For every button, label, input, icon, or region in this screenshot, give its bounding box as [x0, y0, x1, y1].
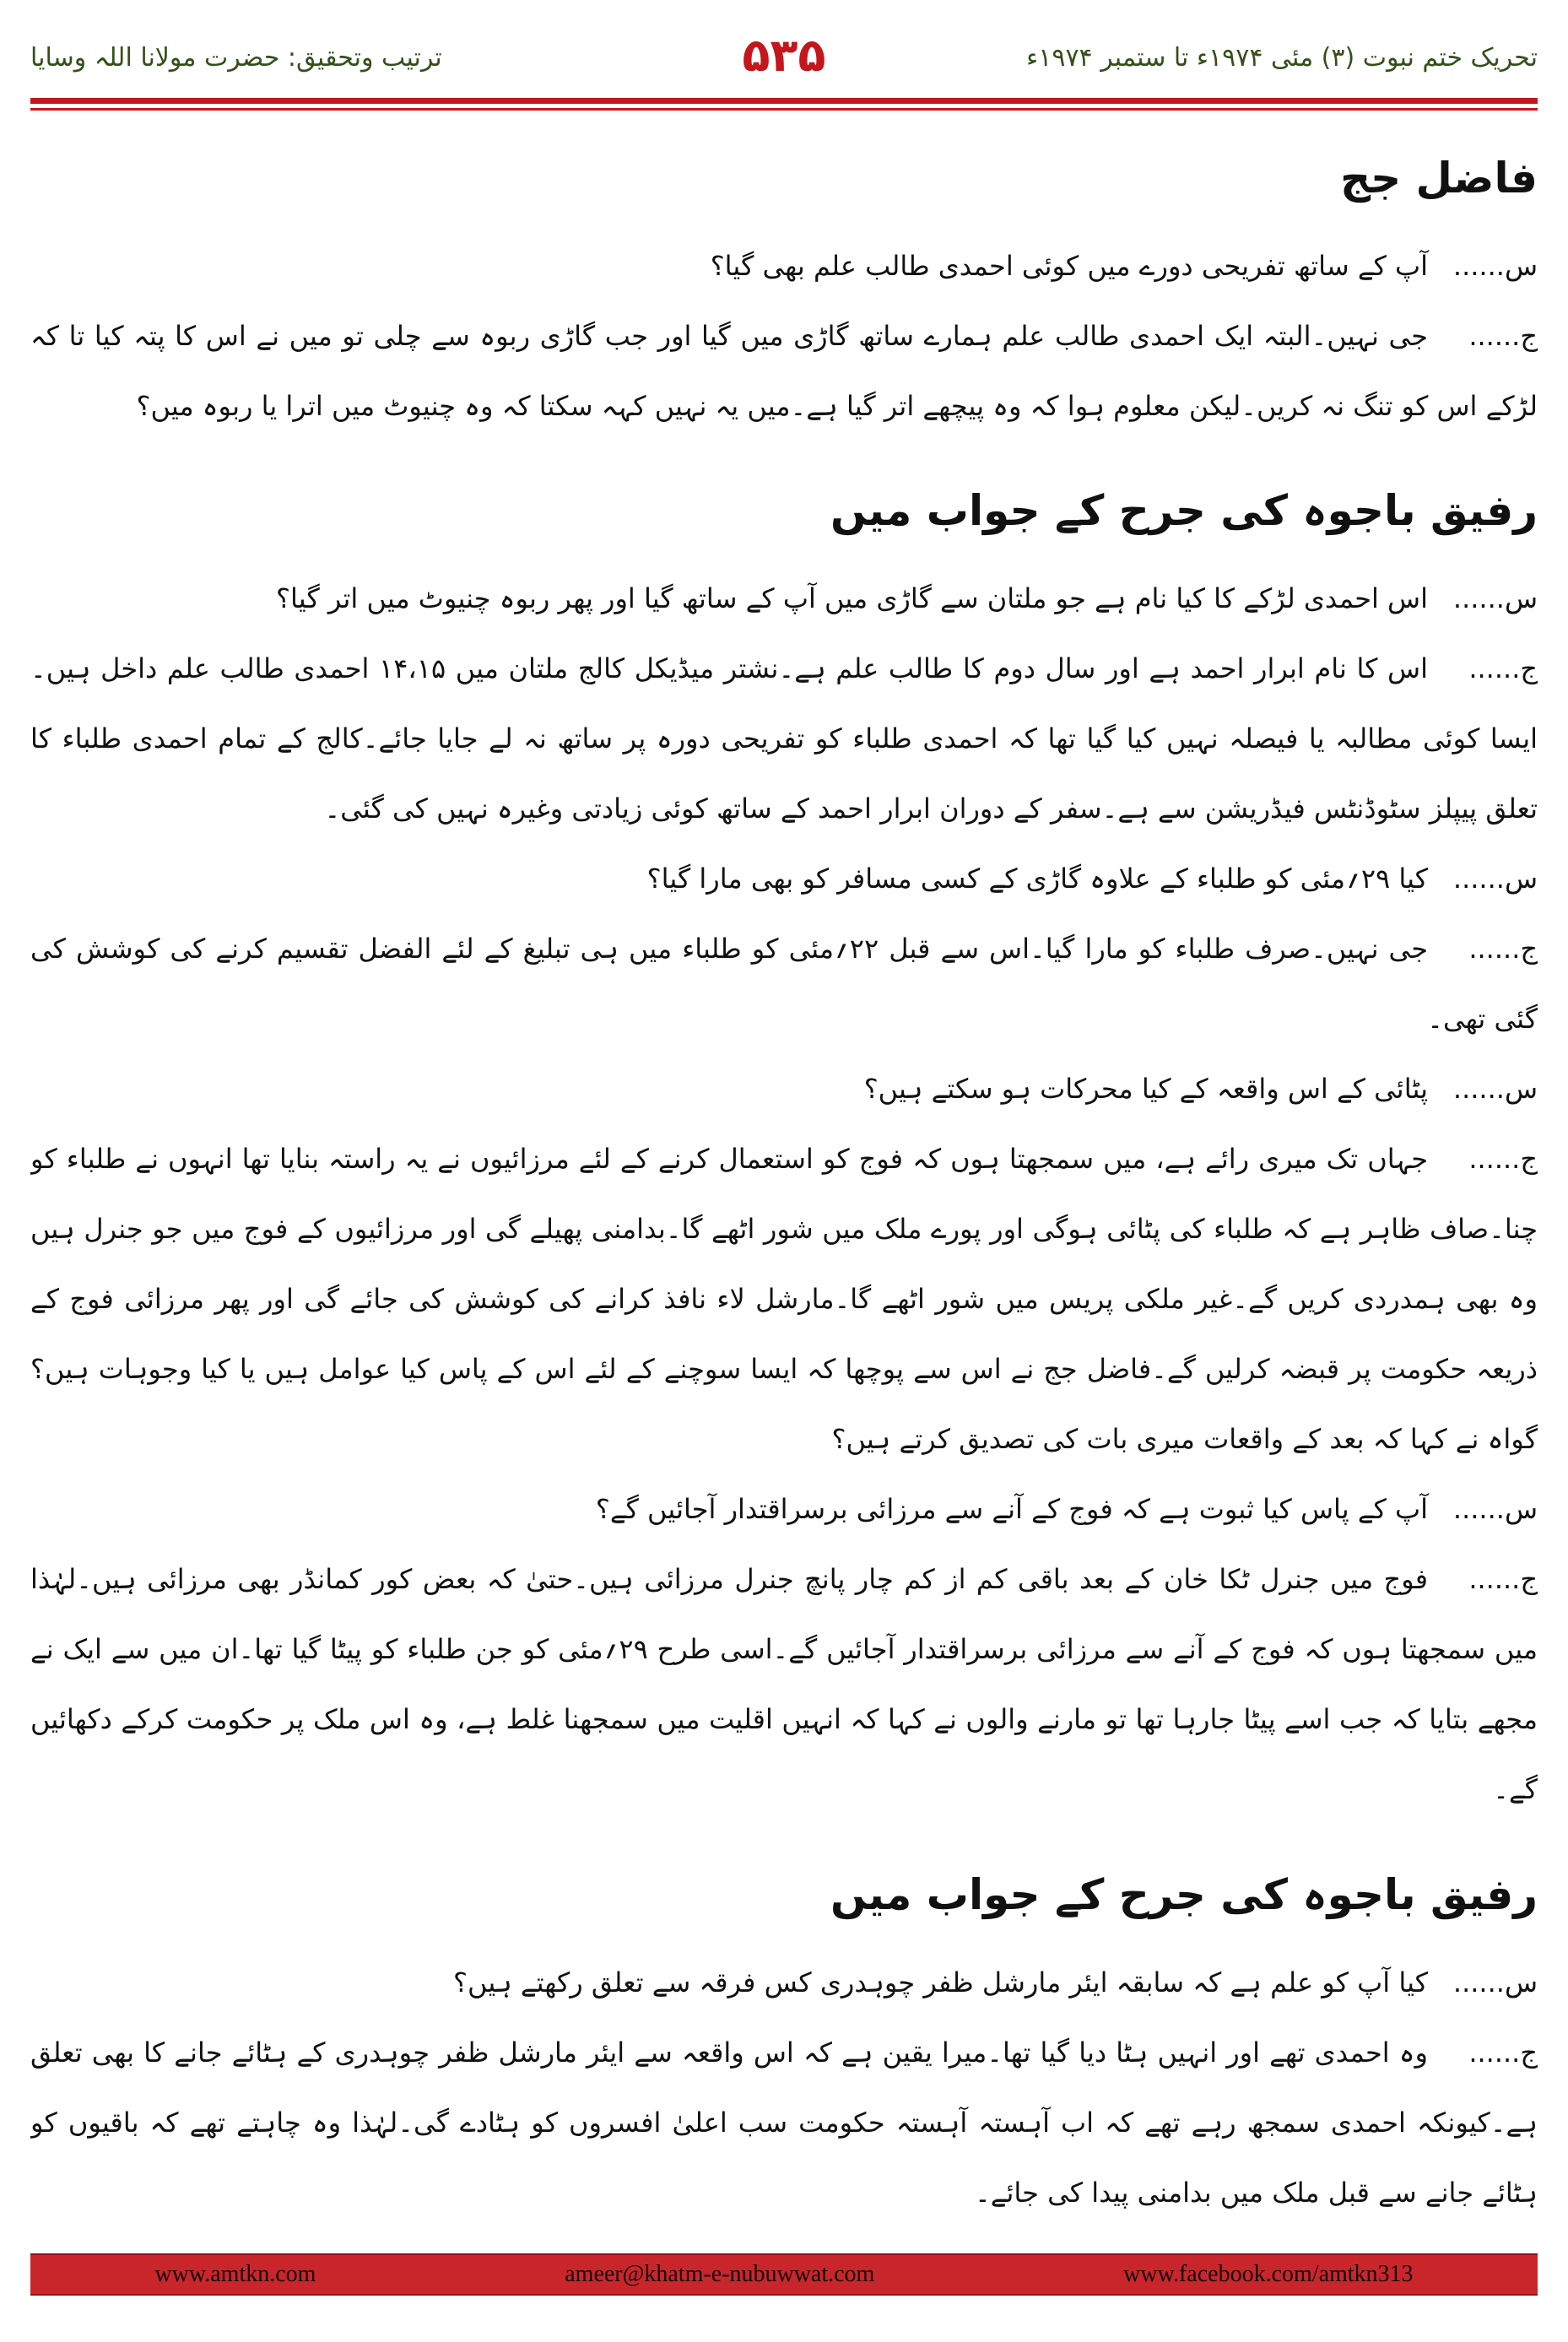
page-number: ۵۳۵: [742, 29, 826, 82]
section-heading: رفیق باجوہ کی جرح کے جواب میں: [830, 1869, 1538, 1919]
header-rule-thick: [30, 98, 1538, 104]
answer-label: ج......: [1468, 1143, 1538, 1176]
section-heading: رفیق باجوہ کی جرح کے جواب میں: [830, 486, 1538, 536]
answer: [30, 914, 1538, 1054]
running-title: تحریک ختم نبوت (۳) مئی ۱۹۷۴ء تا ستمبر ۱۹۷۴ء: [1026, 43, 1538, 73]
answer-label: ج......: [1468, 2036, 1538, 2069]
answer-text: جی نہیں۔البتہ ایک احمدی طالب علم ہمارے ساتھ گاڑی میں گیا اور جب گاڑی ربوہ سے چلی تو میں نے اس کا پتہ کیا تا کہ لڑکے اس کو تنگ نہ کریں۔لیکن معلوم ہوا کہ وہ پیچھے اتر گیا ہے۔میں یہ نہیں کہہ سکتا کہ وہ چنیوٹ میں اترا یا ربوہ میں؟: [30, 320, 1538, 423]
header-rule-thin: [30, 108, 1538, 111]
question: [30, 1054, 1538, 1124]
section-heading: فاضل جج: [1340, 154, 1538, 203]
question-label: س......: [1452, 1073, 1538, 1106]
footer-website-link[interactable]: www.amtkn.com: [154, 2261, 316, 2287]
answer-label: ج......: [1468, 933, 1538, 965]
page-header: [30, 22, 1538, 95]
answer-text: فوج میں جنرل ٹکا خان کے بعد باقی کم از کم چار پانچ جنرل مرزائی ہیں۔حتیٰ کہ بعض کور کمانڈر بھی مرزائی ہیں۔لہٰذا میں سمجھتا ہوں کہ فوج کے آنے سے مرزائی برسراقتدار آجائیں گے۔اسی طرح ۲۹؍مئی کو جن طلباء کو پیٹا گیا تھا۔ان میں سے ایک نے مجھے بتایا کہ جب اسے پیٹا جارہا تھا تو مارنے والوں نے کہا کہ انہیں اقلیت میں سمجھنا غلط ہے، وہ اس ملک پر حکومت کرکے دکھائیں گے۔: [30, 1563, 1538, 1806]
answer-label: ج......: [1468, 1563, 1538, 1596]
question: [30, 1474, 1538, 1544]
answer-text: جہاں تک میری رائے ہے، میں سمجھتا ہوں کہ فوج کو استعمال کرنے کے لئے مرزائیوں نے یہ راستہ بنایا تھا انہوں نے طلباء کو چنا۔صاف ظاہر ہے کہ طلباء کی پٹائی ہوگی اور پورے ملک میں شور اٹھے گا۔بدامنی پھیلے گی اور مرزائیوں کے فوج میں جو جنرل ہیں وہ بھی ہمدردی کریں گے۔غیر ملکی پریس میں شور اٹھے گا۔مارشل لاء نافذ کرانے کی کوشش کی جائے گی اور پھر مرزائی فوج کے ذریعہ حکومت پر قبضہ کرلیں گے۔فاضل جج نے اس سے پوچھا کہ ایسا سوچنے کے لئے اس کے پاس کیا عوامل ہیں یا کیا وجوہات ہیں؟ گواہ نے کہا کہ بعد کے واقعات میری بات کی تصدیق کرتے ہیں؟: [30, 1143, 1538, 1456]
question: [30, 1948, 1538, 2018]
answer-text: اس کا نام ابرار احمد ہے اور سال دوم کا طالب علم ہے۔نشتر میڈیکل کالج ملتان میں ۱۴،۱۵ احمدی طالب علم داخل ہیں۔ایسا کوئی مطالبہ یا فیصلہ نہیں کیا گیا تھا کہ احمدی طلباء کو تفریحی دورہ پر ساتھ نہ لے جایا جائے۔کالج کے تمام احمدی طلباء کا تعلق پیپلز سٹوڈنٹس فیڈریشن سے ہے۔سفر کے دوران ابرار احمد کے ساتھ کوئی زیادتی وغیرہ نہیں کی گئی۔: [30, 652, 1538, 825]
question-text: پٹائی کے اس واقعہ کے کیا محرکات ہو سکتے ہیں؟: [863, 1073, 1428, 1106]
answer-label: ج......: [1468, 320, 1538, 353]
footer-email-link[interactable]: ameer@khatm-e-nubuwwat.com: [565, 2261, 875, 2287]
footer-bar: [30, 2253, 1538, 2296]
answer-label: ج......: [1468, 652, 1538, 685]
question-label: س......: [1452, 863, 1538, 895]
answer: [30, 1544, 1538, 1825]
page-body-inner: [30, 133, 1538, 2228]
question-label: س......: [1452, 250, 1538, 283]
answer: [30, 2018, 1538, 2228]
answer: [30, 634, 1538, 844]
question-text: کیا ۲۹؍مئی کو طلباء کے علاوہ گاڑی کے کسی مسافر کو بھی مارا گیا؟: [646, 863, 1428, 895]
answer-text: وہ احمدی تھے اور انہیں ہٹا دیا گیا تھا۔میرا یقین ہے کہ اس واقعہ سے ایئر مارشل ظفر چوہدری کے ہٹائے جانے کا بھی تعلق ہے۔کیونکہ احمدی سمجھ رہے تھے کہ اب آہستہ آہستہ حکومت سب اعلیٰ افسروں کو ہٹادے گی۔لہٰذا وہ چاہتے تھے کہ باقیوں کو ہٹائے جانے سے قبل ملک میں بدامنی پیدا کی جائے۔: [30, 2036, 1538, 2209]
answer-text: جی نہیں۔صرف طلباء کو مارا گیا۔اس سے قبل ۲۲؍مئی کو طلباء میں ہی تبلیغ کے لئے الفضل تقسیم کرنے کی کوشش کی گئی تھی۔: [30, 933, 1538, 1036]
question: [30, 844, 1538, 914]
answer: [30, 1124, 1538, 1474]
question-text: آپ کے ساتھ تفریحی دورے میں کوئی احمدی طالب علم بھی گیا؟: [710, 250, 1428, 283]
answer: [30, 301, 1538, 441]
question-text: آپ کے پاس کیا ثبوت ہے کہ فوج کے آنے سے مرزائی برسراقتدار آجائیں گے؟: [595, 1493, 1428, 1526]
question-label: س......: [1452, 1493, 1538, 1526]
question-text: اس احمدی لڑکے کا کیا نام ہے جو ملتان سے گاڑی میں آپ کے ساتھ گیا اور پھر ربوہ چنیوٹ میں اتر گیا؟: [276, 582, 1428, 615]
question-label: س......: [1452, 1966, 1538, 1999]
question-text: کیا آپ کو علم ہے کہ سابقہ ایئر مارشل ظفر چوہدری کس فرقہ سے تعلق رکھتے ہیں؟: [452, 1966, 1428, 1999]
question: [30, 231, 1538, 301]
question-label: س......: [1452, 582, 1538, 615]
question: [30, 564, 1538, 634]
page-body: [30, 133, 1538, 2239]
compiler-credit: ترتیب وتحقیق: حضرت مولانا اللہ وسایا: [30, 43, 442, 73]
footer-facebook-link[interactable]: www.facebook.com/amtkn313: [1123, 2261, 1414, 2287]
